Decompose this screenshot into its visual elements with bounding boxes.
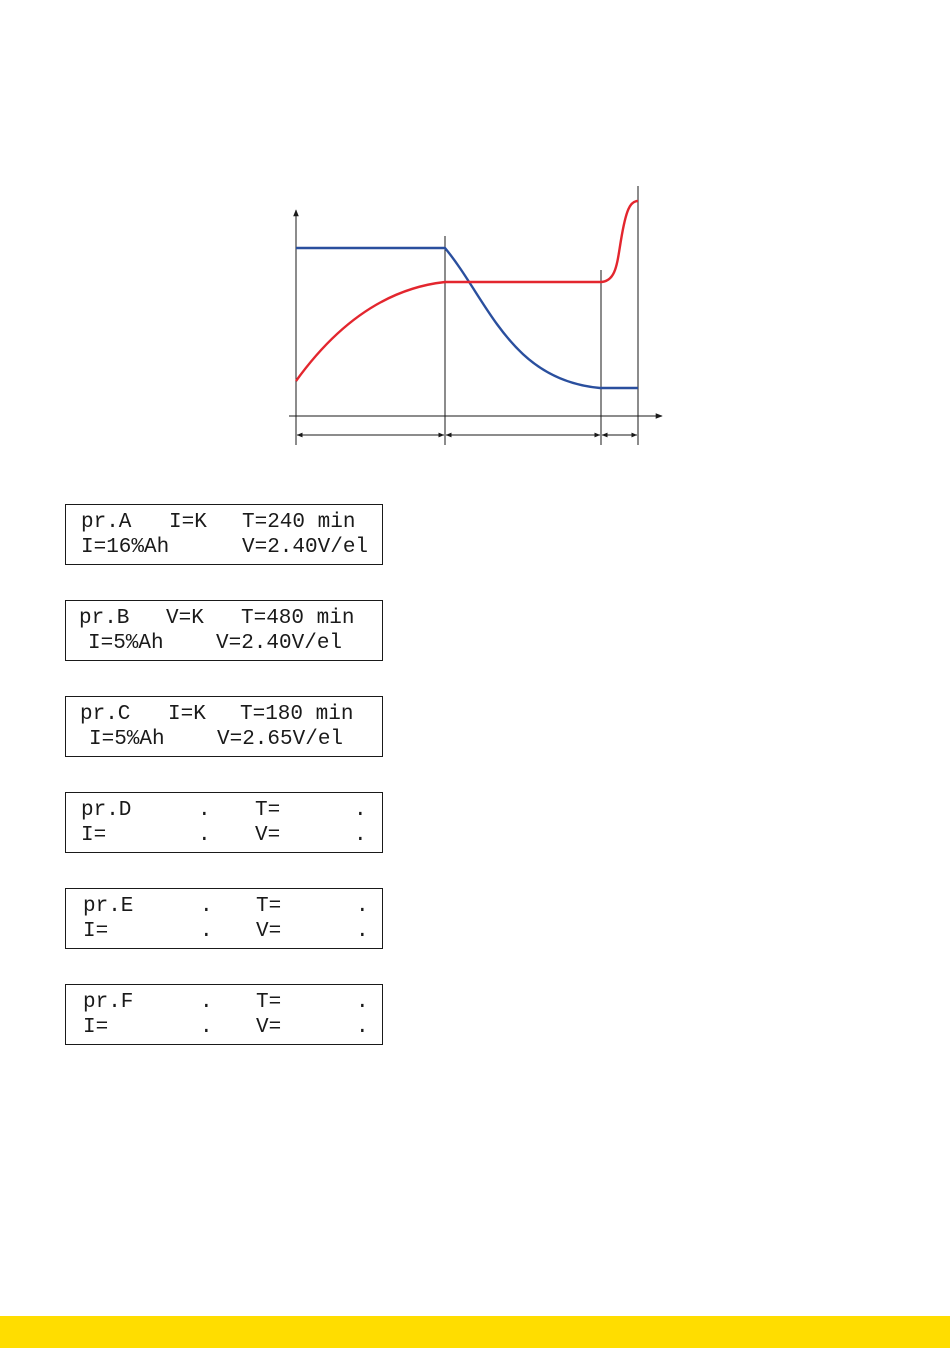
program-display-line1: [66, 798, 382, 824]
program-mode-dot: .: [198, 799, 211, 822]
program-name: pr.D: [81, 799, 132, 822]
program-current: I=5%Ah: [88, 632, 164, 655]
program-voltage-dot: .: [354, 824, 367, 847]
program-display-e: [65, 888, 383, 949]
program-time-dot: .: [356, 895, 369, 918]
program-current: I=5%Ah: [89, 728, 165, 751]
program-name: pr.C: [80, 703, 131, 726]
program-voltage: V=: [256, 920, 282, 943]
program-mode: I=K: [169, 511, 207, 534]
program-display-line2: [66, 727, 382, 753]
program-display-d: [65, 792, 383, 853]
program-name: pr.A: [81, 511, 132, 534]
program-display-line2: [66, 919, 382, 945]
program-voltage: V=: [255, 824, 281, 847]
program-current: I=: [83, 920, 109, 943]
footer-bar: [0, 1316, 950, 1348]
program-time: T=480 min: [241, 607, 355, 630]
program-display-line2: [66, 1015, 382, 1041]
program-mode: V=K: [166, 607, 204, 630]
program-time: T=: [255, 799, 281, 822]
program-display-line1: [66, 606, 382, 632]
program-display-c: [65, 696, 383, 757]
program-display-f: [65, 984, 383, 1045]
program-name: pr.F: [83, 991, 134, 1014]
program-voltage: V=2.65V/el: [217, 728, 344, 751]
program-voltage: V=: [256, 1016, 282, 1039]
program-display-line1: [66, 510, 382, 536]
current-curve: [296, 248, 638, 388]
program-time-dot: .: [354, 799, 367, 822]
program-voltage: V=2.40V/el: [242, 536, 369, 559]
program-display-line2: [66, 535, 382, 561]
program-current: I=: [81, 824, 107, 847]
program-name: pr.B: [79, 607, 130, 630]
program-current-dot: .: [200, 1016, 213, 1039]
program-mode-dot: .: [200, 991, 213, 1014]
program-mode: I=K: [168, 703, 206, 726]
program-time: T=240 min: [242, 511, 356, 534]
program-current-dot: .: [200, 920, 213, 943]
program-name: pr.E: [83, 895, 134, 918]
program-display-line2: [66, 631, 382, 657]
voltage-curve: [296, 201, 638, 381]
program-time: T=: [256, 895, 282, 918]
program-voltage-dot: .: [356, 1016, 369, 1039]
program-current: I=16%Ah: [81, 536, 170, 559]
program-display-line2: [66, 823, 382, 849]
program-time: T=: [256, 991, 282, 1014]
program-display-line1: [66, 894, 382, 920]
program-time-dot: .: [356, 991, 369, 1014]
program-display-line1: [66, 702, 382, 728]
program-voltage: V=2.40V/el: [216, 632, 343, 655]
program-display-b: [65, 600, 383, 661]
program-current: I=: [83, 1016, 109, 1039]
program-display-line1: [66, 990, 382, 1016]
charging-curve-diagram: [0, 0, 950, 480]
program-voltage-dot: .: [356, 920, 369, 943]
program-display-a: [65, 504, 383, 565]
program-current-dot: .: [198, 824, 211, 847]
program-mode-dot: .: [200, 895, 213, 918]
program-time: T=180 min: [240, 703, 354, 726]
